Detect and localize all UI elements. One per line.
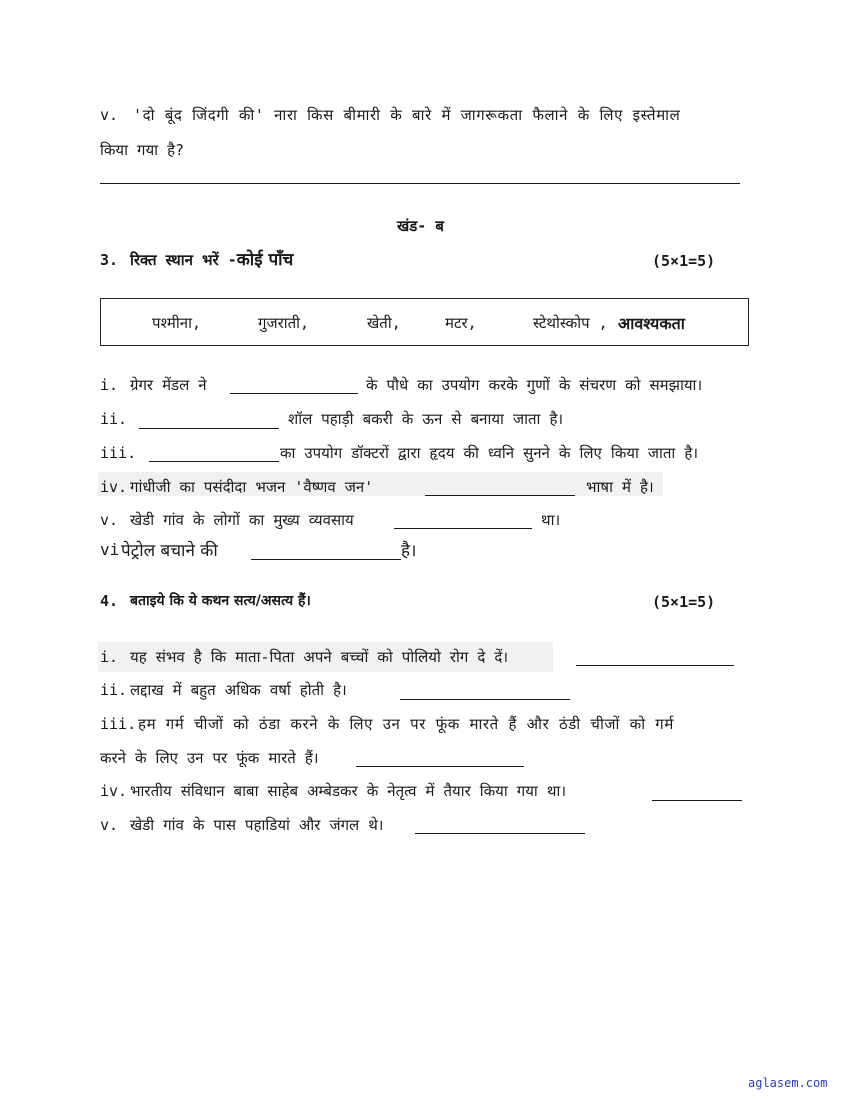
q4-item-text: करने के लिए उन पर फूंक मारते हैं। bbox=[100, 749, 319, 767]
q4-item-number: iii. bbox=[100, 715, 137, 733]
q4-item-text: हम गर्म चीजों को ठंडा करने के लिए उन पर फूंक मारते हैं और ठंडी चीजों को गर्म bbox=[138, 715, 674, 733]
q4-marks: (5×1=5) bbox=[652, 593, 716, 611]
q3-item-number: vi bbox=[100, 540, 120, 559]
answer-line[interactable] bbox=[652, 800, 742, 801]
q3-item-number: ii. bbox=[100, 410, 128, 428]
q3-number: 3. bbox=[100, 251, 119, 269]
q4-item-number: i. bbox=[100, 648, 119, 666]
word-bank-item: आवश्यकता bbox=[618, 314, 685, 333]
q2-v-line1: 'दो बूंद जिंदगी की' नारा किस बीमारी के बारे में जागरूकता फैलाने के लिए इस्तेमाल bbox=[133, 106, 681, 124]
q4-item-number: v. bbox=[100, 816, 119, 834]
blank-line[interactable] bbox=[394, 528, 532, 529]
q4-item-number: ii. bbox=[100, 681, 128, 699]
blank-line[interactable] bbox=[425, 495, 575, 496]
q2-answer-line[interactable] bbox=[100, 183, 740, 184]
q3-item-text: है। bbox=[401, 541, 417, 561]
q4-item-text: खेडी गांव के पास पहाडियां और जंगल थे। bbox=[130, 816, 384, 834]
q4-item-number: iv. bbox=[100, 782, 128, 800]
word-bank-box bbox=[100, 298, 749, 346]
q4-number: 4. bbox=[100, 592, 119, 610]
q3-item-number: iii. bbox=[100, 444, 137, 462]
footer-site-link[interactable]: aglasem.com bbox=[748, 1076, 828, 1090]
q3-item-number: v. bbox=[100, 511, 119, 529]
q2-v-line2: किया गया है? bbox=[100, 141, 185, 159]
q3-marks: (5×1=5) bbox=[652, 252, 716, 270]
answer-line[interactable] bbox=[356, 766, 524, 767]
section-heading: खंड- ब bbox=[397, 217, 444, 235]
q3-item-text: का उपयोग डॉक्टरों द्वारा हृदय की ध्वनि सुनने के लिए किया जाता है। bbox=[280, 444, 699, 462]
word-bank-item: खेती, bbox=[367, 314, 401, 332]
word-bank-item: गुजराती, bbox=[258, 314, 310, 332]
q3-item-number: iv. bbox=[100, 478, 128, 496]
q3-item-number: i. bbox=[100, 376, 119, 394]
word-bank-item: स्टेथोस्कोप , bbox=[533, 314, 608, 332]
q3-item-text: था। bbox=[541, 511, 561, 529]
blank-line[interactable] bbox=[230, 393, 358, 394]
q3-item-text: पेट्रोल बचाने की bbox=[121, 541, 218, 561]
q3-item-text: के पौधे का उपयोग करके गुणों के संचरण को समझाया। bbox=[366, 376, 703, 394]
word-bank-item: पश्मीना, bbox=[152, 314, 201, 332]
q4-title: बताइये कि ये कथन सत्य/असत्य हैं। bbox=[130, 593, 311, 609]
answer-line[interactable] bbox=[576, 665, 734, 666]
q3-item-text: खेडी गांव के लोगों का मुख्य व्यवसाय bbox=[130, 511, 354, 529]
answer-line[interactable] bbox=[400, 699, 570, 700]
q4-item-text: लद्दाख में बहुत अधिक वर्षा होती है। bbox=[130, 681, 347, 699]
blank-line[interactable] bbox=[139, 428, 279, 429]
blank-line[interactable] bbox=[251, 559, 401, 560]
answer-line[interactable] bbox=[415, 833, 585, 834]
q3-item-text: ग्रेगर मेंडल ने bbox=[130, 376, 207, 394]
q3-item-text: शॉल पहाड़ी बकरी के ऊन से बनाया जाता है। bbox=[288, 410, 564, 428]
q3-item-text: भाषा में है। bbox=[586, 478, 654, 496]
q4-item-text: यह संभव है कि माता-पिता अपने बच्चों को पोलियो रोग दे दें। bbox=[130, 648, 509, 666]
q3-title: रिक्त स्थान भरें -कोई पाँच bbox=[130, 250, 294, 270]
q3-item-text: गांधीजी का पसंदीदा भजन 'वैष्णव जन' bbox=[130, 478, 374, 496]
blank-line[interactable] bbox=[149, 461, 279, 462]
word-bank-item: मटर, bbox=[445, 314, 477, 332]
q2-v-number: v. bbox=[100, 106, 119, 124]
q4-item-text: भारतीय संविधान बाबा साहेब अम्बेडकर के नेतृत्व में तैयार किया गया था। bbox=[130, 782, 567, 800]
